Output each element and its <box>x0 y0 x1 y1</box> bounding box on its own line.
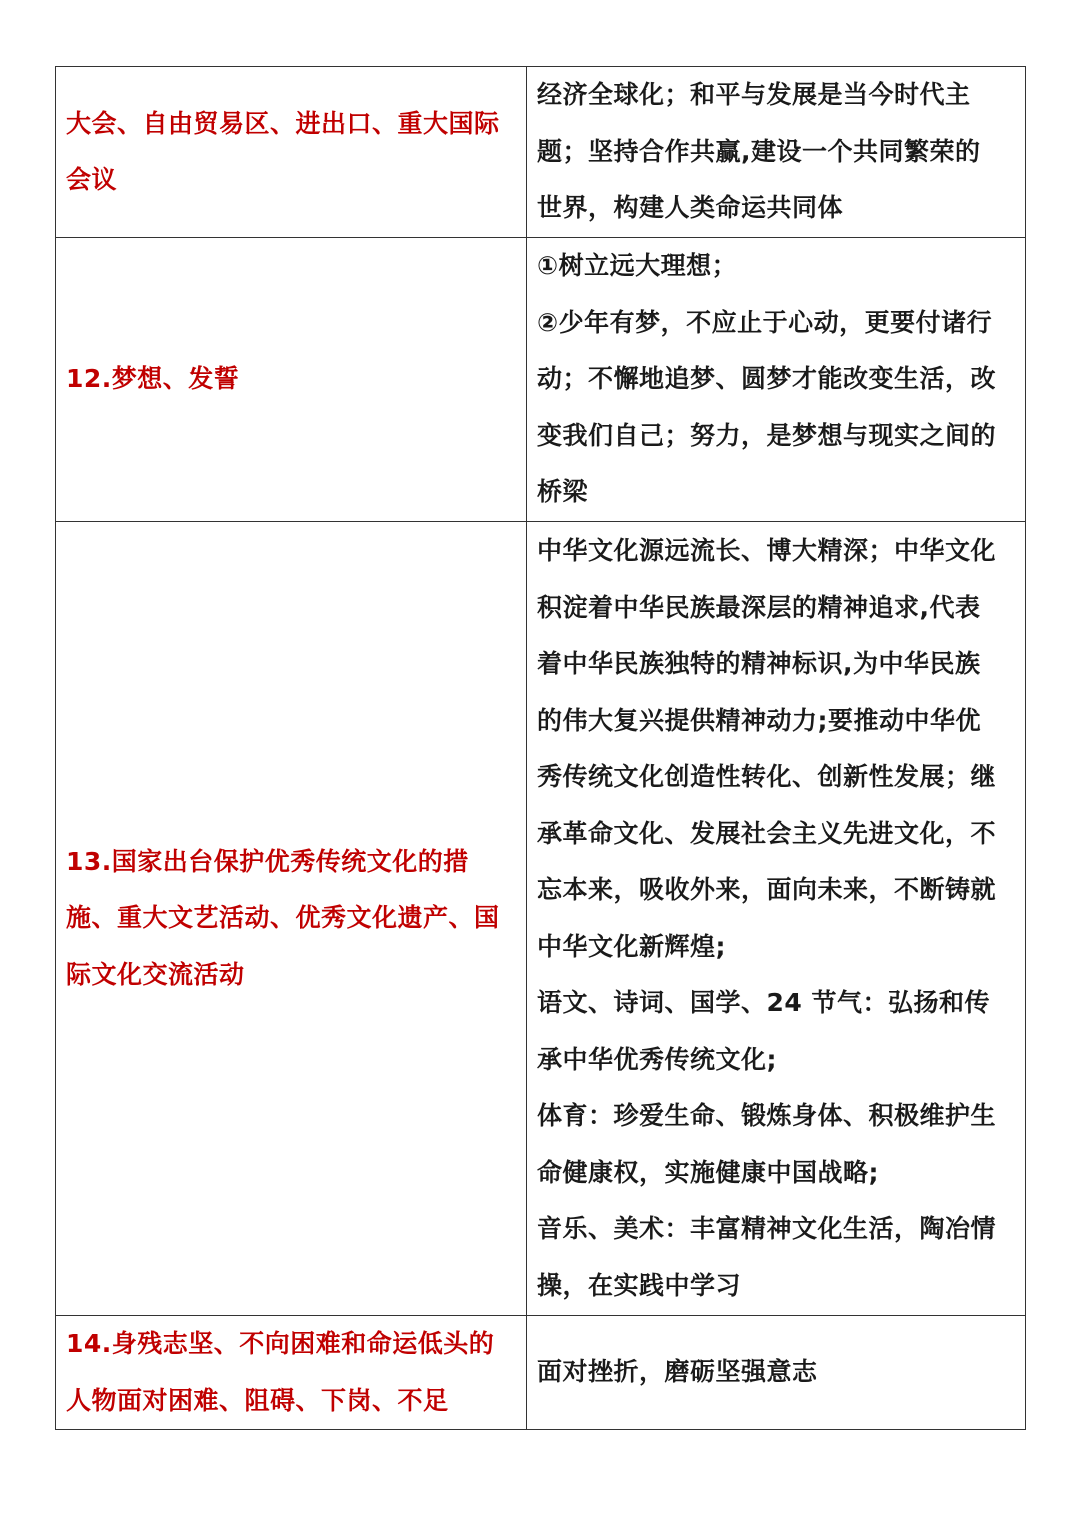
table-row <box>56 1316 1026 1430</box>
topic-line: 14.身残志坚、不向困难和命运低头的 <box>66 1329 495 1358</box>
topic-line: 施、重大文艺活动、优秀文化遗产、国 <box>66 903 500 933</box>
content-cell <box>527 522 1026 1316</box>
topic-line: 际文化交流活动 <box>66 959 245 989</box>
content-line: 的伟大复兴提供精神动力;要推动中华优 <box>537 705 981 735</box>
content-cell <box>527 67 1026 238</box>
content-line: 着中华民族独特的精神标识,为中华民族 <box>537 649 981 678</box>
content-line: 变我们自己；努力，是梦想与现实之间的 <box>537 420 997 450</box>
content-line: 承革命文化、发展社会主义先进文化，不 <box>537 818 997 848</box>
content-line: 面对挫折，磨砺坚强意志 <box>537 1357 818 1387</box>
content-line: 操，在实践中学习 <box>537 1270 742 1300</box>
content-cell <box>527 1316 1026 1430</box>
content-line: 音乐、美术：丰富精神文化生活，陶冶情 <box>537 1214 997 1243</box>
table-row <box>56 238 1026 522</box>
content-line: 桥梁 <box>537 477 589 507</box>
content-cell <box>527 238 1026 522</box>
content-line: 语文、诗词、国学、24 节气：弘扬和传 <box>537 988 990 1017</box>
topic-cell <box>56 67 527 238</box>
topic-cell <box>56 1316 527 1430</box>
topic-line: 13.国家出台保护优秀传统文化的措 <box>66 846 469 876</box>
content-line: 动；不懈地追梦、圆梦才能改变生活，改 <box>537 364 997 394</box>
table-row <box>56 67 1026 238</box>
content-line: 秀传统文化创造性转化、创新性发展；继 <box>537 762 997 791</box>
content-line: 命健康权，实施健康中国战略; <box>537 1157 879 1187</box>
content-line: 题；坚持合作共赢,建设一个共同繁荣的 <box>537 136 981 166</box>
content-line: 经济全球化；和平与发展是当今时代主 <box>537 80 971 110</box>
content-line: 中华文化源远流长、博大精深；中华文化 <box>537 536 997 565</box>
content-line: 承中华优秀传统文化; <box>537 1044 777 1074</box>
content-line: 中华文化新辉煌; <box>537 931 726 961</box>
topic-cell <box>56 238 527 522</box>
content-line: ②少年有梦，不应止于心动，更要付诸行 <box>537 307 993 337</box>
content-line: ①树立远大理想； <box>537 251 738 281</box>
topic-line: 会议 <box>66 165 118 194</box>
topic-line: 大会、自由贸易区、进出口、重大国际 <box>66 108 500 138</box>
content-line: 积淀着中华民族最深层的精神追求,代表 <box>537 592 981 622</box>
content-line: 世界，构建人类命运共同体 <box>537 193 844 223</box>
notes-table <box>55 66 1026 1430</box>
topic-cell <box>56 522 527 1316</box>
table-row <box>56 522 1026 1316</box>
topic-line: 12.梦想、发誓 <box>66 364 240 394</box>
content-line: 忘本来，吸收外来，面向未来，不断铸就 <box>537 875 997 904</box>
content-line: 体育：珍爱生命、锻炼身体、积极维护生 <box>537 1101 997 1130</box>
topic-line: 人物面对困难、阻碍、下岗、不足 <box>66 1385 449 1415</box>
